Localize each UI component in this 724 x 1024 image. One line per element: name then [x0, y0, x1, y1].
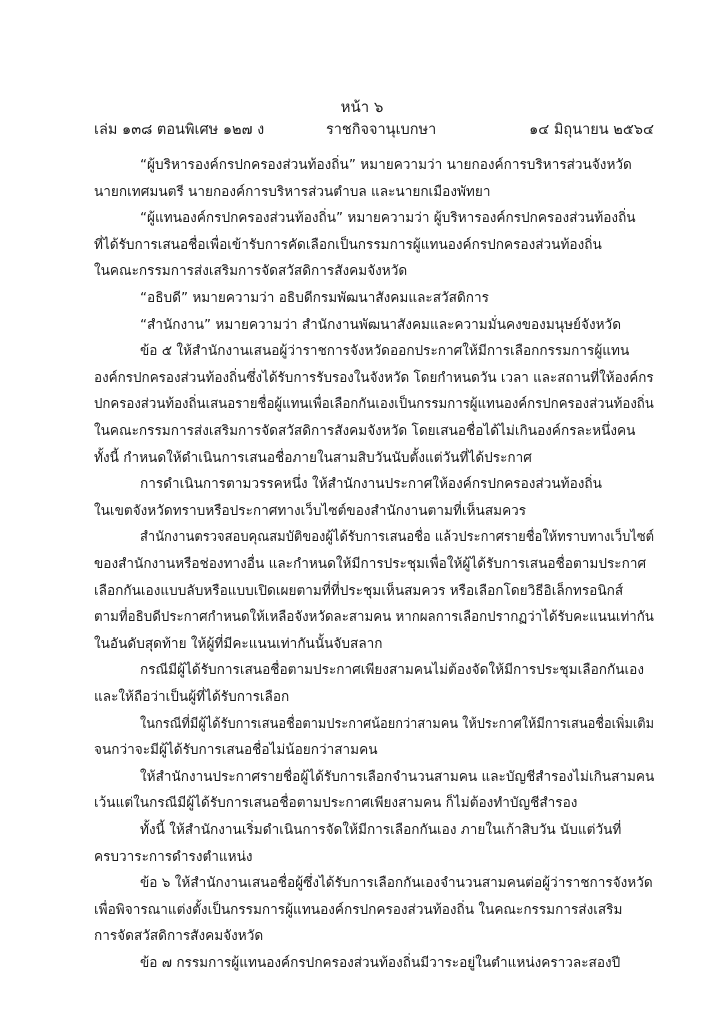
text-line: จนกว่าจะมีผู้ได้รับการเสนอชื่อไม่น้อยกว่าสามคน	[94, 742, 378, 759]
text-line: ของสำนักงานหรือช่องทางอื่น และกำหนดให้มีการประชุมเพื่อให้ผู้ได้รับการเสนอชื่อตามประกาศ	[94, 556, 647, 572]
text-line: ในเขตจังหวัดทราบหรือประกาศทางเว็บไซต์ของสำนักงานตามที่เห็นสมควร	[94, 502, 527, 519]
text-line: สำนักงานตรวจสอบคุณสมบัติของผู้ได้รับการเสนอชื่อ แล้วประกาศรายชื่อให้ทราบทางเว็บไซต์	[140, 529, 655, 546]
text-line: ในอันดับสุดท้าย ให้ผู้ที่มีคะแนนเท่ากันนั้นจับสลาก	[94, 635, 383, 652]
text-line: “ผู้แทนองค์กรปกครองส่วนท้องถิ่น” หมายความว่า ผู้บริหารองค์กรปกครองส่วนท้องถิ่น	[140, 210, 636, 227]
text-line: ตามที่อธิบดีประกาศกำหนดให้เหลือจังหวัดละสามคน หากผลการเลือกปรากฏว่าได้รับคะแนนเท่ากัน	[94, 609, 654, 626]
publication-date: ๑๔ มิถุนายน ๒๕๖๔	[529, 122, 654, 138]
text-line: นายกเทศมนตรี นายกองค์การบริหารส่วนตำบล และนายกเมืองพัทยา	[94, 183, 491, 200]
text-line: ในคณะกรรมการส่งเสริมการจัดสวัสดิการสังคมจังหวัด โดยเสนอชื่อได้ไม่เกินองค์กรละหนึ่งคน	[94, 423, 636, 439]
text-line: การดำเนินการตามวรรคหนึ่ง ให้สำนักงานประกาศให้องค์กรปกครองส่วนท้องถิ่น	[140, 476, 602, 493]
text-line: ข้อ ๗ กรรมการผู้แทนองค์กรปกครองส่วนท้องถิ่นมีวาระอยู่ในตำแหน่งคราวละสองปี	[140, 955, 621, 971]
text-line: “อธิบดี” หมายความว่า อธิบดีกรมพัฒนาสังคมและสวัสดิการ	[140, 290, 489, 306]
gazette-title: ราชกิจจานุเบกษา	[326, 122, 437, 138]
text-line: ในคณะกรรมการส่งเสริมการจัดสวัสดิการสังคมจังหวัด	[94, 263, 408, 280]
volume-issue: เล่ม ๑๓๘ ตอนพิเศษ ๑๒๗ ง	[94, 122, 265, 138]
text-line: เว้นแต่ในกรณีมีผู้ได้รับการเสนอชื่อตามประกาศเพียงสามคน ก็ไม่ต้องทำบัญชีสำรอง	[94, 795, 578, 812]
text-line: ครบวาระการดำรงตำแหน่ง	[94, 848, 253, 865]
text-line: ให้สำนักงานประกาศรายชื่อผู้ได้รับการเลือกจำนวนสามคน และบัญชีสำรองไม่เกินสามคน	[140, 768, 655, 785]
text-line: ที่ได้รับการเสนอชื่อเพื่อเข้ารับการคัดเลือกเป็นกรรมการผู้แทนองค์กรปกครองส่วนท้องถิ่น	[94, 236, 602, 253]
text-line: ปกครองส่วนท้องถิ่นเสนอรายชื่อผู้แทนเพื่อเลือกกันเองเป็นกรรมการผู้แทนองค์กรปกครองส่วนท้องถิ่น	[94, 396, 654, 413]
text-line: ทั้งนี้ ให้สำนักงานเริ่มดำเนินการจัดให้มีการเลือกกันเอง ภายในเก้าสิบวัน นับแต่วันที่	[140, 822, 622, 838]
text-line: กรณีมีผู้ได้รับการเสนอชื่อตามประกาศเพียงสามคนไม่ต้องจัดให้มีการประชุมเลือกกันเอง	[140, 662, 644, 679]
running-header	[94, 118, 654, 140]
text-line: การจัดสวัสดิการสังคมจังหวัด	[94, 928, 264, 945]
text-line: ข้อ ๖ ให้สำนักงานเสนอชื่อผู้ซึ่งได้รับการเลือกกันเองจำนวนสามคนต่อผู้ว่าราชการจังหวัด	[140, 875, 653, 892]
text-line: “ผู้บริหารองค์กรปกครองส่วนท้องถิ่น” หมายความว่า นายกองค์การบริหารส่วนจังหวัด	[140, 157, 632, 173]
text-line: องค์กรปกครองส่วนท้องถิ่นซึ่งได้รับการรับรองในจังหวัด โดยกำหนดวัน เวลา และสถานที่ให้องค์กร	[94, 369, 654, 386]
text-line: ข้อ ๕ ให้สำนักงานเสนอผู้ว่าราชการจังหวัดออกประกาศให้มีการเลือกกรรมการผู้แทน	[140, 343, 630, 360]
text-line: ในกรณีที่มีผู้ได้รับการเสนอชื่อตามประกาศน้อยกว่าสามคน ให้ประกาศให้มีการเสนอชื่อเพิ่มเติม	[140, 715, 655, 732]
page-number: หน้า ๖	[340, 98, 384, 116]
text-line: “สำนักงาน” หมายความว่า สำนักงานพัฒนาสังคมและความมั่นคงของมนุษย์จังหวัด	[140, 316, 622, 333]
text-line: ทั้งนี้ กำหนดให้ดำเนินการเสนอชื่อภายในสามสิบวันนับตั้งแต่วันที่ได้ประกาศ	[94, 449, 532, 466]
text-line: และให้ถือว่าเป็นผู้ที่ได้รับการเลือก	[94, 689, 290, 705]
text-line: เลือกกันเองแบบลับหรือแบบเปิดเผยตามที่ที่ประชุมเห็นสมควร หรือเลือกโดยวิธีอิเล็กทรอนิกส์	[94, 582, 624, 599]
text-line: เพื่อพิจารณาแต่งตั้งเป็นกรรมการผู้แทนองค์กรปกครองส่วนท้องถิ่น ในคณะกรรมการส่งเสริม	[94, 901, 623, 918]
